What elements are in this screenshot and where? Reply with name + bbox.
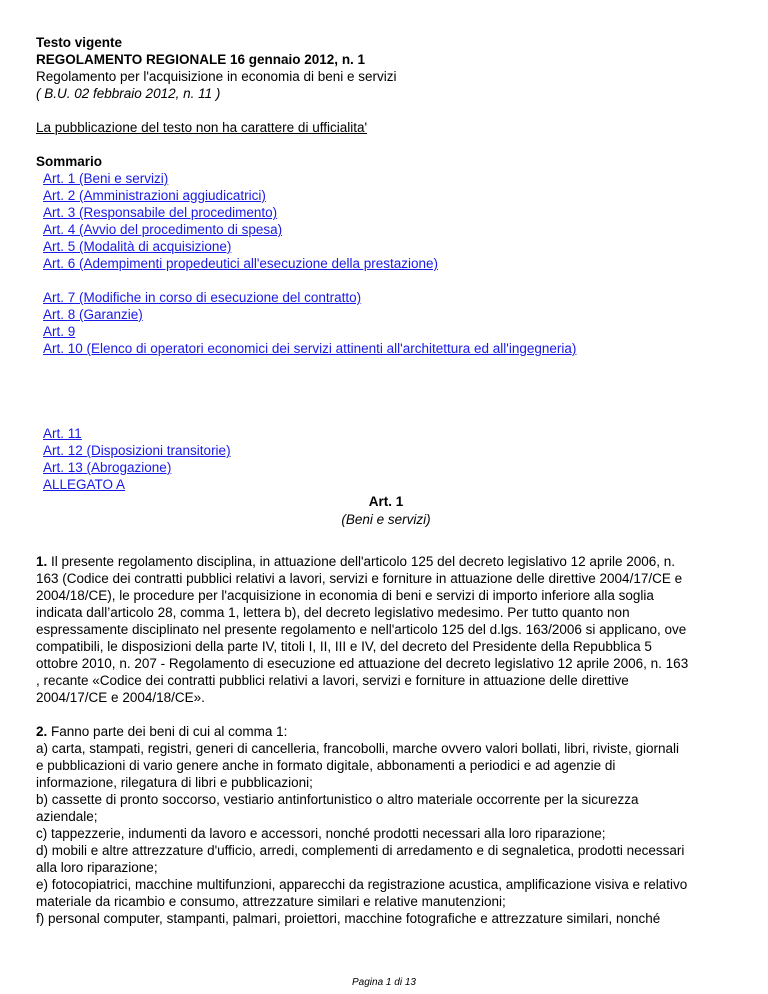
toc-link[interactable] — [36, 170, 736, 187]
paragraph-2-intro — [36, 723, 736, 740]
toc-link-label: Art. 2 (Amministrazioni aggiudicatrici) — [43, 188, 266, 203]
bulletin-reference: ( B.U. 02 febbraio 2012, n. 11 ) — [36, 86, 221, 101]
article-rubric: (Beni e servizi) — [341, 512, 431, 527]
toc-link[interactable] — [36, 476, 736, 493]
toc-link[interactable] — [36, 340, 736, 357]
toc-link-label: Art. 11 — [43, 426, 82, 441]
toc-link[interactable] — [36, 425, 736, 442]
paragraph-2-intro-text: Fanno parte dei beni di cui al comma 1: — [51, 724, 288, 739]
toc-link[interactable] — [36, 187, 736, 204]
list-item: d) mobili e altre attrezzature d'ufficio, arredi, complementi di arredamento e di segnaletica, prodotti necessari alla loro riparazione; — [36, 843, 685, 875]
list-item: a) carta, stampati, registri, generi di cancelleria, francobolli, marche ovvero valori bollati, libri, riviste, giornali e pubblicazioni di vario genere anche in formato digitale, abbonamenti a periodici e ad agenzie di informazione, rilegatura di libri e pubblicazioni; — [36, 741, 680, 790]
toc-link[interactable] — [36, 238, 736, 255]
paragraph-1 — [36, 553, 736, 706]
toc-link[interactable] — [36, 306, 736, 323]
toc-link-empty[interactable] — [36, 408, 40, 425]
toc-link-label: Art. 13 (Abrogazione) — [43, 460, 172, 475]
list-item: b) cassette di pronto soccorso, vestiario antinfortunistico o altro materiale occorrente per la sicurezza aziendale; — [36, 792, 639, 824]
table-of-contents — [36, 170, 736, 493]
page-number: Pagina 1 di 13 — [352, 977, 416, 988]
article-heading: Art. 1 — [368, 494, 404, 509]
toc-link-label: ALLEGATO A — [43, 477, 126, 492]
toc-link-label: Art. 10 (Elenco di operatori economici dei servizi attinenti all'architettura ed all'ingegneria) — [43, 341, 577, 356]
toc-link-label: Art. 12 (Disposizioni transitorie) — [43, 443, 231, 458]
toc-link-empty[interactable] — [36, 272, 40, 289]
toc-link[interactable] — [36, 459, 736, 476]
toc-link-label: Art. 8 (Garanzie) — [43, 307, 143, 322]
toc-link-label: Art. 9 — [43, 324, 76, 339]
toc-link[interactable] — [36, 289, 736, 306]
status-label: Testo vigente — [36, 35, 123, 50]
paragraph-2-number: 2. — [36, 724, 48, 739]
paragraph-1-number: 1. — [36, 554, 48, 569]
toc-link-empty[interactable] — [36, 391, 40, 408]
toc-link-empty[interactable] — [36, 357, 40, 374]
list-item: e) fotocopiatrici, macchine multifunzioni, apparecchi da registrazione acustica, amplificazione visiva e relativo materiale da ricambio e consumo, attrezzature similari e relative manutenzioni; — [36, 877, 688, 909]
toc-link-empty[interactable] — [36, 374, 40, 391]
toc-link-label: Art. 4 (Avvio del procedimento di spesa) — [43, 222, 283, 237]
paragraph-2-list — [36, 740, 736, 927]
paragraph-1-text: Il presente regolamento disciplina, in attuazione dell'articolo 125 del decreto legislativo 12 aprile 2006, n. 163 (Codice dei contratti pubblici relativi a lavori, servizi e forniture in attuazione delle direttive 2004/17/CE e 2004/18/CE), le procedure per l'acquisizione in economia di beni e servizi di importo inferiore alla soglia indicata dall’articolo 28, comma 1, lettera b), del decreto legislativo medesimo. Per tutto quanto non espressamente disciplinato nel presente regolamento e nell'articolo 125 del d.lgs. 163/2006 si applicano, ove compatibili, le disposizioni della parte IV, titoli I, II, III e IV, del decreto del Presidente della Repubblica 5 ottobre 2010, n. 207 - Regolamento di esecuzione ed attuazione del decreto legislativo 12 aprile 2006, n. 163 , recante «Codice dei contratti pubblici relativi a lavori, servizi e forniture in attuazione delle direttive 2004/17/CE e 2004/18/CE». — [36, 554, 689, 705]
list-item: c) tappezzerie, indumenti da lavoro e accessori, nonché prodotti necessari alla loro riparazione; — [36, 826, 606, 841]
list-item: f) personal computer, stampanti, palmari, proiettori, macchine fotografiche e attrezzature similari, nonché — [36, 911, 661, 926]
toc-link-label: Art. 3 (Responsabile del procedimento) — [43, 205, 278, 220]
toc-title: Sommario — [36, 154, 103, 169]
toc-link[interactable] — [36, 221, 736, 238]
toc-link-label: Art. 6 (Adempimenti propedeutici all'esecuzione della prestazione) — [43, 256, 439, 271]
toc-link[interactable] — [36, 204, 736, 221]
toc-link[interactable] — [36, 255, 736, 272]
toc-link-label: Art. 7 (Modifiche in corso di esecuzione del contratto) — [43, 290, 362, 305]
toc-link-label: Art. 5 (Modalità di acquisizione) — [43, 239, 232, 254]
toc-link-label: Art. 1 (Beni e servizi) — [43, 171, 169, 186]
disclaimer: La pubblicazione del testo non ha carattere di ufficialita' — [36, 120, 368, 135]
law-title: REGOLAMENTO REGIONALE 16 gennaio 2012, n. 1 — [36, 52, 366, 67]
document-page — [36, 34, 736, 927]
law-subtitle: Regolamento per l'acquisizione in economia di beni e servizi — [36, 69, 397, 84]
toc-link[interactable] — [36, 442, 736, 459]
toc-link[interactable] — [36, 323, 736, 340]
